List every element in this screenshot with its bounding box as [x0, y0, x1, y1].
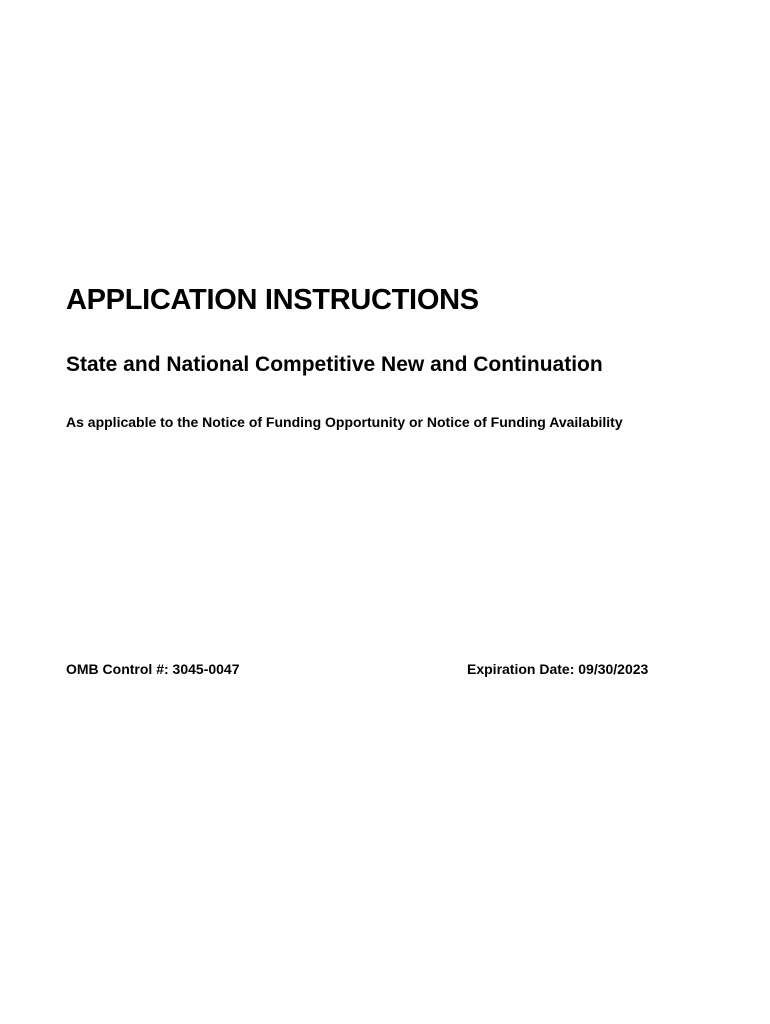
page-title: APPLICATION INSTRUCTIONS [66, 284, 479, 316]
applicability-note: As applicable to the Notice of Funding Opportunity or Notice of Funding Availability [66, 414, 623, 430]
page-subtitle: State and National Competitive New and Continuation [66, 353, 603, 376]
expiration-date: Expiration Date: 09/30/2023 [467, 661, 649, 677]
omb-control-number: OMB Control #: 3045-0047 [66, 661, 240, 677]
